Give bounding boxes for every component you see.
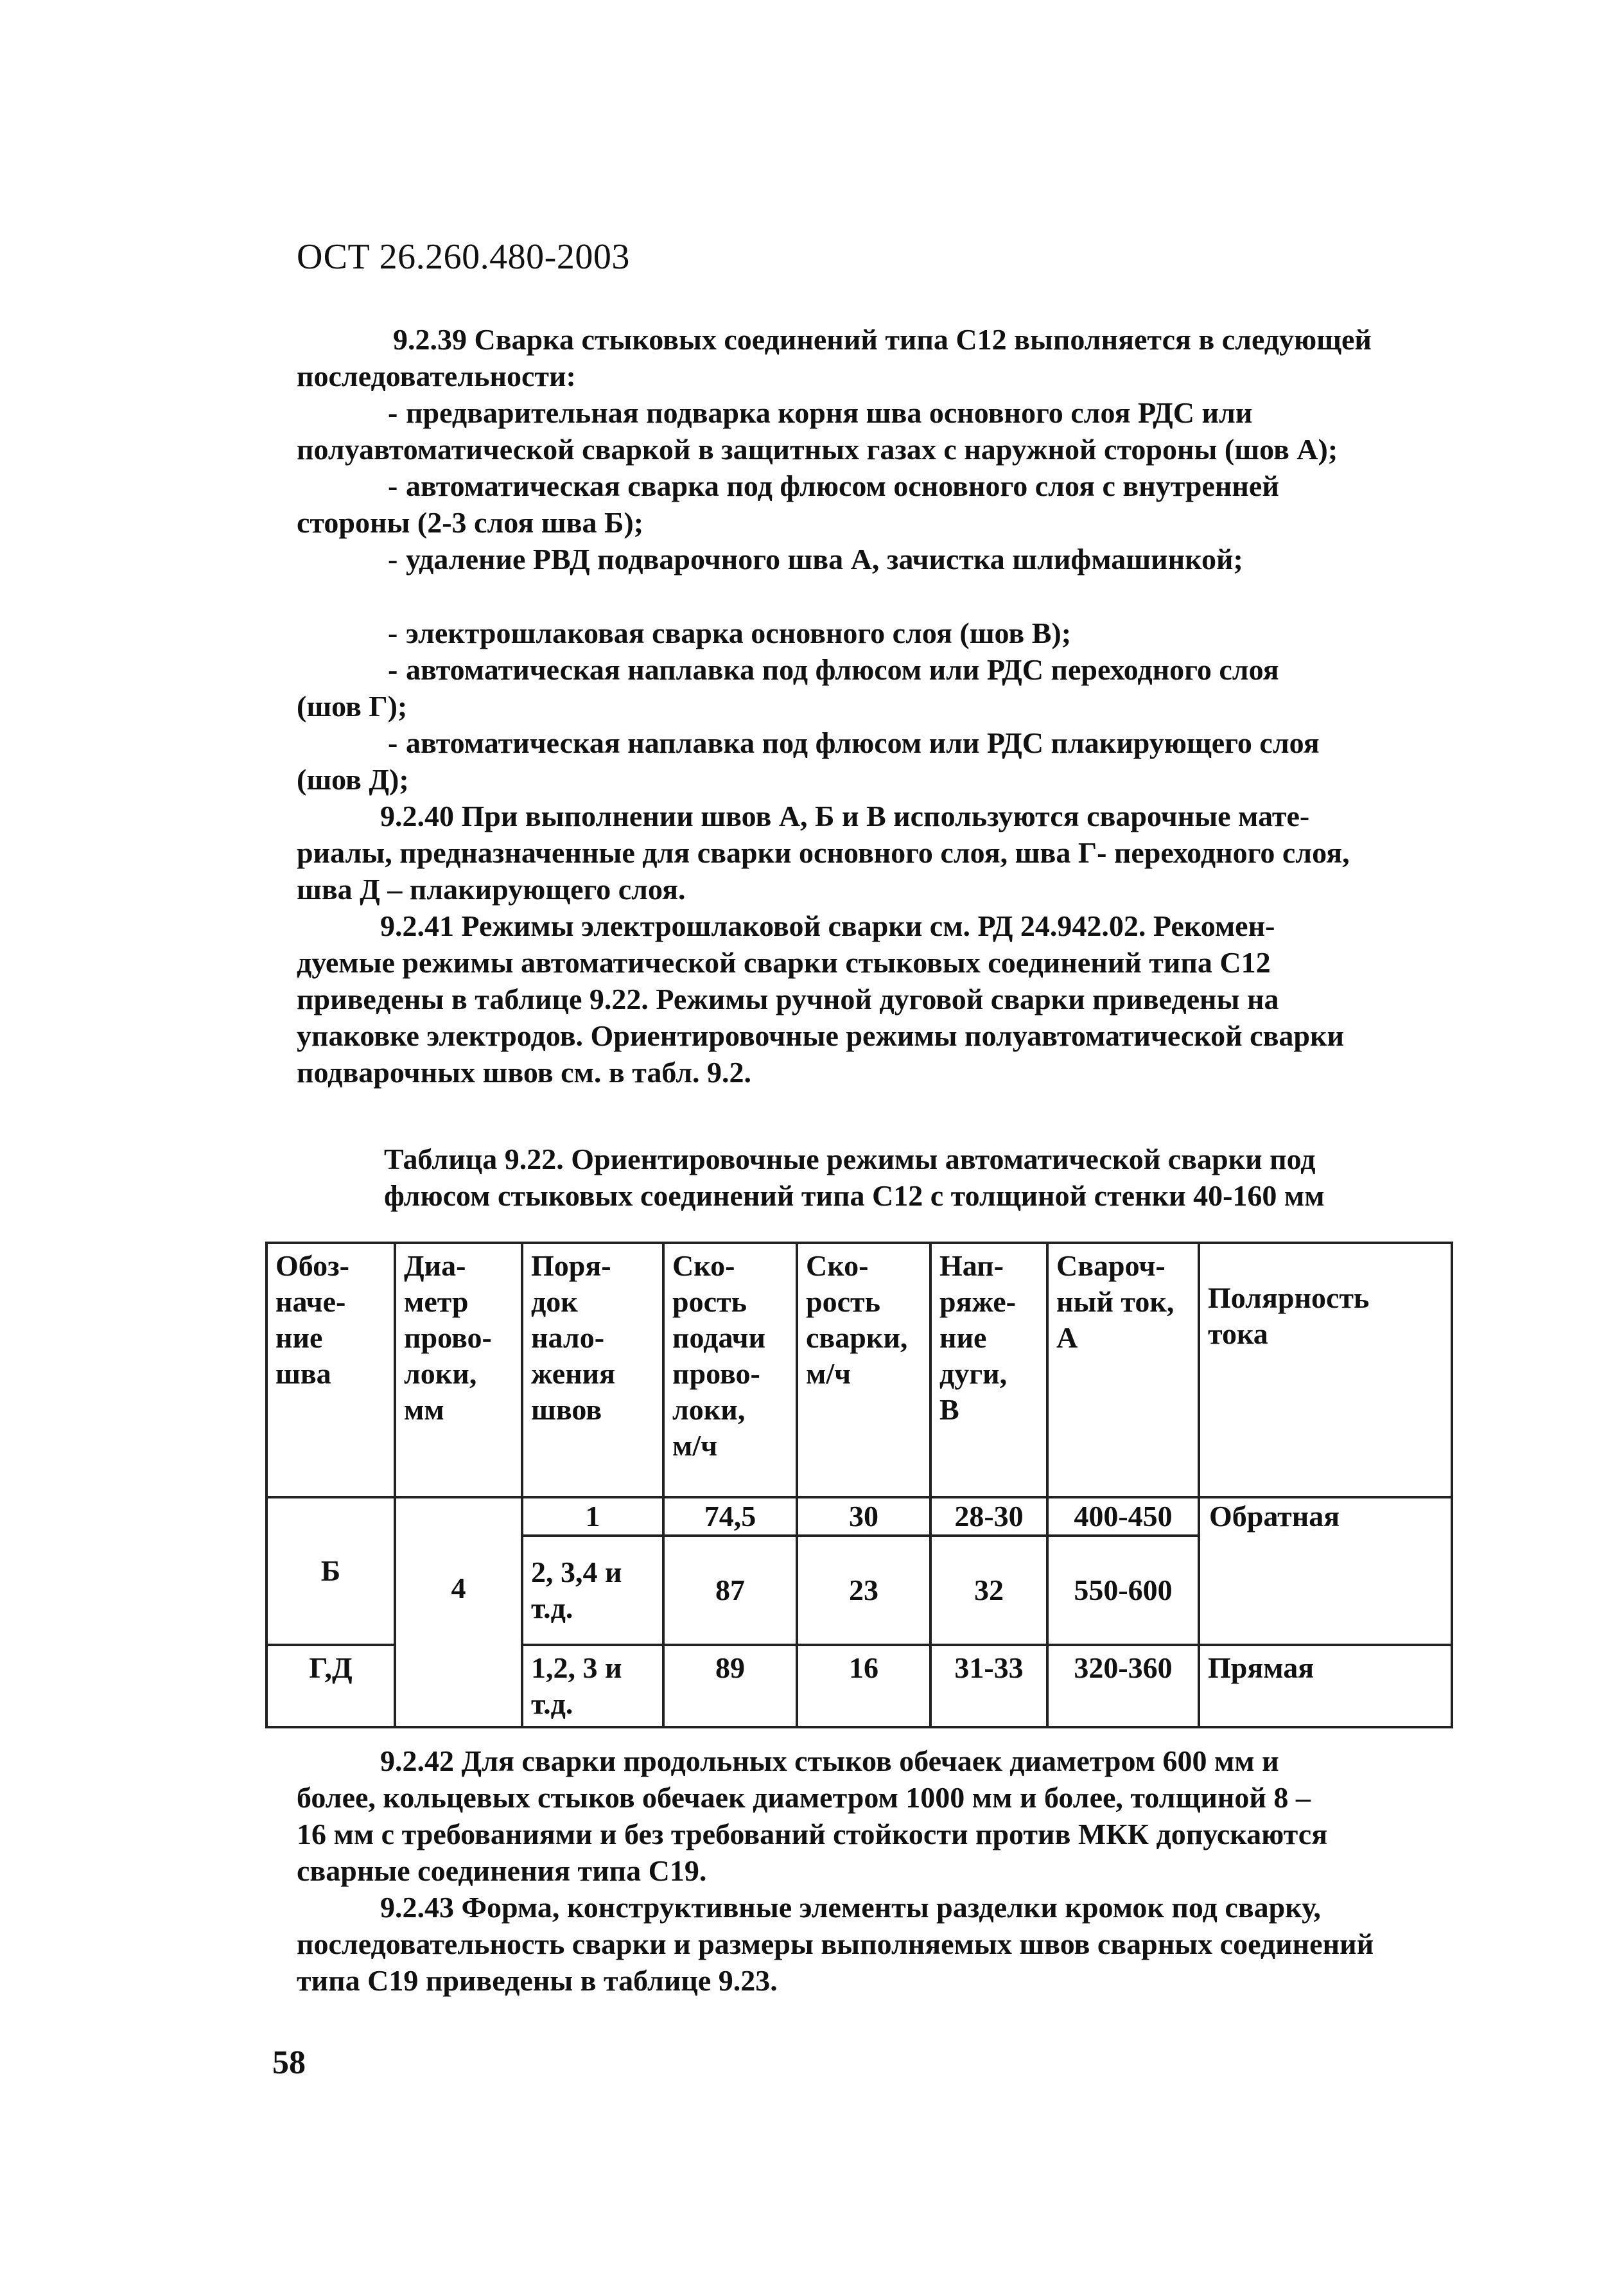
text-line: приведены в таблице 9.22. Режимы ручной дуговой сварки приведены на bbox=[297, 983, 1279, 1015]
text-line: полуавтоматической сваркой в защитных газах с наружной стороны (шов А); bbox=[297, 433, 1338, 466]
bullet-dash: - bbox=[388, 653, 398, 686]
bullet-text: электрошлаковая сварка основного слоя (шов В); bbox=[406, 617, 1072, 649]
diameter-value: 4 bbox=[451, 1572, 466, 1604]
bullet-dash: - bbox=[388, 617, 398, 649]
table-header-row bbox=[266, 1243, 1452, 1497]
bullet-text: удаление РВД подварочного шва А, зачистка шлифмашинкой; bbox=[406, 543, 1243, 575]
cell-voltage: 31-33 bbox=[930, 1645, 1047, 1727]
cell-speed: 30 bbox=[797, 1497, 930, 1536]
cell-polarity: Прямая bbox=[1199, 1645, 1452, 1727]
text-line: (шов Д); bbox=[297, 763, 409, 796]
bullet-dash: - bbox=[388, 470, 398, 502]
cell-voltage: 28-30 bbox=[930, 1497, 1047, 1536]
header-order: Поря- док нало- жения швов bbox=[522, 1243, 663, 1497]
text-line: 9.2.42 Для сварки продольных стыков обечаек диаметром 600 мм и bbox=[380, 1744, 1279, 1777]
header-voltage: Нап- ряже- ние дуги, В bbox=[930, 1243, 1047, 1497]
caption-line: флюсом стыковых соединений типа С12 с толщиной стенки 40-160 мм bbox=[384, 1179, 1325, 1212]
cell-order: 1,2, 3 и т.д. bbox=[522, 1645, 663, 1727]
bullet-dash: - bbox=[388, 396, 398, 429]
cell-voltage: 32 bbox=[930, 1536, 1047, 1645]
paragraph-9-2-42 bbox=[297, 1743, 1414, 1889]
cell-feed: 89 bbox=[663, 1645, 797, 1727]
table-caption bbox=[384, 1141, 1325, 1214]
cell-current: 550-600 bbox=[1047, 1536, 1199, 1645]
cell-speed: 16 bbox=[797, 1645, 930, 1727]
header-seam: Обоз- наче- ние шва bbox=[266, 1243, 395, 1497]
bullet-text: предварительная подварка корня шва основного слоя РДС или bbox=[406, 396, 1253, 429]
bullet-item bbox=[297, 651, 1414, 688]
text-line: стороны (2-3 слоя шва Б); bbox=[297, 506, 644, 539]
cell-order: 1 bbox=[522, 1497, 663, 1536]
header-polarity: Полярность тока bbox=[1199, 1243, 1452, 1497]
header-welding-speed: Ско- рость сварки, м/ч bbox=[797, 1243, 930, 1497]
page-number: 58 bbox=[272, 2044, 306, 2081]
bullet-item bbox=[297, 394, 1414, 431]
header-feed-speed: Ско- рость подачи прово- локи, м/ч bbox=[663, 1243, 797, 1497]
welding-modes-table bbox=[265, 1242, 1453, 1728]
paragraph-9-2-43 bbox=[297, 1889, 1414, 1999]
text-line: 9.2.40 При выполнении швов А, Б и В используются сварочные мате- bbox=[380, 800, 1310, 832]
bullet-text: автоматическая сварка под флюсом основного слоя с внутренней bbox=[406, 470, 1279, 502]
cell-feed: 74,5 bbox=[663, 1497, 797, 1536]
header-current: Свароч- ный ток, А bbox=[1047, 1243, 1199, 1497]
text-line: шва Д – плакирующего слоя. bbox=[297, 873, 686, 906]
text-line: упаковке электродов. Ориентировочные режимы полуавтоматической сварки bbox=[297, 1019, 1345, 1052]
cell-seam-b: Б bbox=[266, 1497, 395, 1645]
cell-current: 320-360 bbox=[1047, 1645, 1199, 1727]
caption-line: Таблица 9.22. Ориентировочные режимы автоматической сварки под bbox=[384, 1143, 1316, 1175]
document-header: ОСТ 26.260.480-2003 bbox=[297, 237, 630, 277]
header-diameter: Диа- метр прово- локи, мм bbox=[395, 1243, 522, 1497]
bullet-dash: - bbox=[388, 726, 398, 759]
text-line: подварочных швов см. в табл. 9.2. bbox=[297, 1056, 752, 1089]
cell-feed: 87 bbox=[663, 1536, 797, 1645]
bullet-item bbox=[297, 468, 1414, 504]
bullet-list-2 bbox=[297, 615, 1414, 798]
text-line: 9.2.41 Режимы электрошлаковой сварки см. РД 24.942.02. Рекомен- bbox=[380, 909, 1275, 942]
text-line: (шов Г); bbox=[297, 690, 408, 723]
paragraph-9-2-41 bbox=[297, 908, 1414, 1091]
text-line: риалы, предназначенные для сварки основного слоя, шва Г- переходного слоя, bbox=[297, 836, 1350, 869]
bullet-item bbox=[297, 541, 1414, 577]
paragraph-9-2-39 bbox=[297, 321, 1414, 577]
cell-polarity: Обратная bbox=[1199, 1497, 1452, 1645]
text-line: последовательности: bbox=[297, 360, 576, 392]
bullet-text: автоматическая наплавка под флюсом или РДС плакирующего слоя bbox=[406, 726, 1320, 759]
text-line: дуемые режимы автоматической сварки стыковых соединений типа С12 bbox=[297, 946, 1271, 979]
bullet-item bbox=[297, 725, 1414, 761]
bullet-text: автоматическая наплавка под флюсом или РДС переходного слоя bbox=[406, 653, 1279, 686]
cell-diameter bbox=[395, 1497, 522, 1727]
cell-speed: 23 bbox=[797, 1536, 930, 1645]
bullet-dash: - bbox=[388, 543, 398, 575]
bullet-item bbox=[297, 615, 1414, 651]
text-line: сварные соединения типа С19. bbox=[297, 1854, 707, 1887]
text-line: более, кольцевых стыков обечаек диаметром 1000 мм и более, толщиной 8 – bbox=[297, 1781, 1311, 1814]
text-line: 9.2.39 Сварка стыковых соединений типа С12 выполняется в следующей bbox=[393, 323, 1372, 356]
paragraph-9-2-40 bbox=[297, 798, 1414, 908]
table-row bbox=[266, 1497, 1452, 1536]
text-line: типа С19 приведены в таблице 9.23. bbox=[297, 1964, 778, 1997]
text-line: 16 мм с требованиями и без требований стойкости против МКК допускаются bbox=[297, 1818, 1328, 1850]
cell-current: 400-450 bbox=[1047, 1497, 1199, 1536]
cell-seam-gd: Г,Д bbox=[266, 1645, 395, 1727]
cell-order: 2, 3,4 и т.д. bbox=[522, 1536, 663, 1645]
text-line: 9.2.43 Форма, конструктивные элементы разделки кромок под сварку, bbox=[380, 1891, 1321, 1924]
text-line: последовательность сварки и размеры выполняемых швов сварных соединений bbox=[297, 1928, 1374, 1960]
